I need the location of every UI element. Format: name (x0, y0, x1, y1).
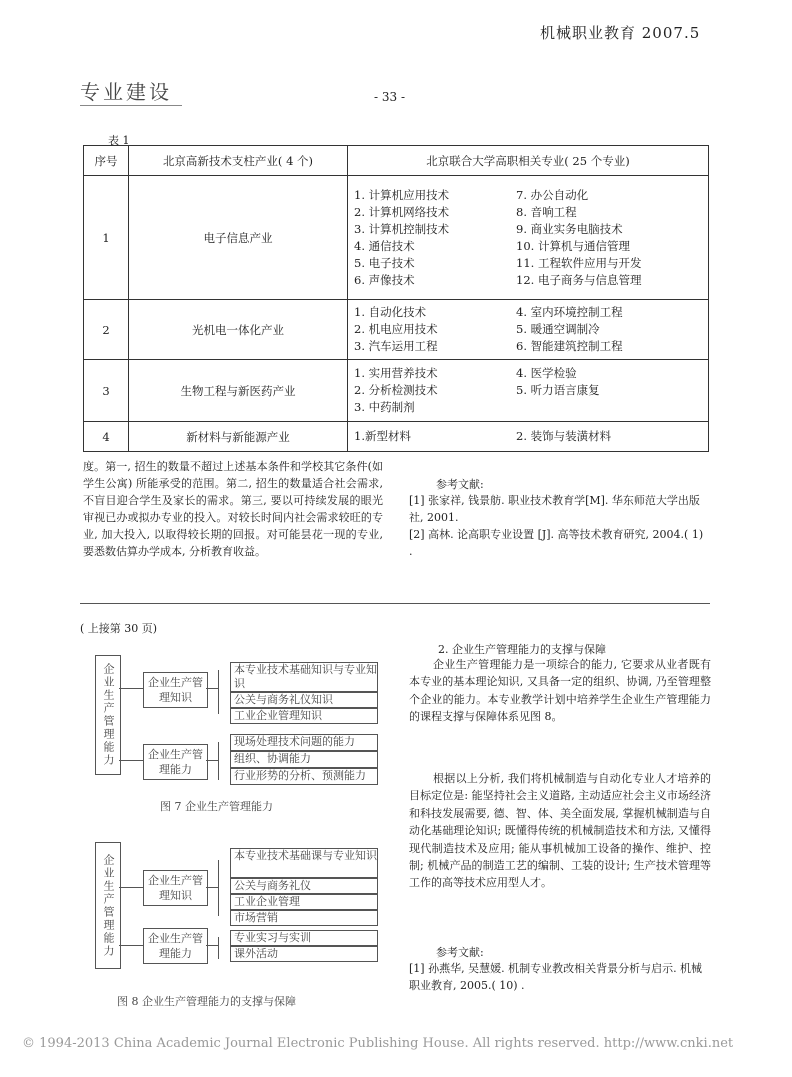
row-number: 4 (84, 422, 129, 452)
specialty-item: 10. 计算机与通信管理 (516, 238, 630, 253)
fig7-knowledge-item: 工业企业管理知识 (230, 708, 378, 724)
specialty-item: 1.新型材料 (354, 429, 411, 443)
fig8-knowledge-box (143, 870, 208, 906)
specialty-item: 1. 实用营养技术 (354, 366, 438, 380)
connector-line (206, 760, 218, 761)
fig8-ability-item: 专业实习与实训 (230, 930, 378, 946)
specialty-item: 11. 工程软件应用与开发 (516, 255, 642, 270)
row-number: 3 (84, 360, 129, 422)
connector-line (218, 937, 219, 959)
fig7-ability-item: 行业形势的分析、预测能力 (230, 768, 378, 785)
specialty-item: 4. 医学检验 (516, 366, 577, 380)
references-list (409, 492, 709, 560)
table-row (84, 360, 709, 422)
industry-cell: 新材料与新能源产业 (129, 422, 348, 452)
row-number: 2 (84, 300, 129, 360)
divider (80, 603, 710, 604)
fig8-ability-item: 课外活动 (230, 946, 378, 962)
paragraph-text: 企业生产管理能力是一项综合的能力, 它要求从业者既有本专业的基本理论知识, 又具备一定的组织、协调, 乃至管理整个企业的能力。本专业教学计划中培养学生企业生产管理能力的课程支撑与保障体系见图 8。 (409, 658, 711, 724)
table-row (84, 422, 709, 452)
connector-line (206, 688, 218, 689)
specialty-item: 1. 自动化技术 (354, 305, 427, 319)
specialty-item: 2. 计算机网络技术 (354, 204, 450, 219)
fig8-knowledge-label: 企业生产管理知识 (148, 874, 203, 902)
specialty-item: 6. 声像技术 (354, 272, 415, 287)
fig7-knowledge-box (143, 672, 208, 708)
body-paragraph: 度。第一, 招生的数量不超过上述基本条件和学校其它条件(如学生公寓) 所能承受的范围。第二, 招生的数量适合社会需求, 不盲目迎合学生及家长的需求。第三, 要以可持续发展的眼光审视已办或拟办专业的投入。对较长时间内社会需求较旺的专业, 加大投入, 以取得较长期的回报。对可能昙花一现的专业, 要悉数估算办学成本, 分析教育收益。 (83, 460, 383, 558)
specialty-item: 2. 分析检测技术 (354, 383, 438, 397)
header-cell: 序号 (84, 146, 129, 176)
connector-line (119, 945, 143, 946)
continued-note: ( 上接第 30 页) (80, 622, 158, 635)
specialty-cell (348, 422, 709, 452)
fig7-knowledge-item: 公关与商务礼仪知识 (230, 692, 378, 708)
specialty-item: 1. 计算机应用技术 (354, 187, 450, 202)
table-row (84, 300, 709, 360)
industry-cell: 生物工程与新医药产业 (129, 360, 348, 422)
industry-cell: 电子信息产业 (129, 176, 348, 300)
fig7-ability-item: 现场处理技术问题的能力 (230, 734, 378, 751)
fig7-root-box: 企业生产管理能力 (95, 655, 121, 775)
fig8-knowledge-item: 本专业技术基础课与专业知识 (230, 848, 378, 878)
connector-line (206, 887, 218, 888)
specialty-item: 3. 汽车运用工程 (354, 339, 438, 353)
table-header-row (84, 146, 709, 176)
page-number: - 33 - (374, 90, 406, 104)
specialty-item: 4. 通信技术 (354, 238, 415, 253)
body-paragraph (409, 770, 711, 892)
fig8-knowledge-item: 公关与商务礼仪 (230, 878, 378, 894)
connector-line (218, 742, 219, 780)
reference-item: [2] 高林. 论高职专业设置 [J]. 高等技术教育研究, 2004.( 1) . (409, 528, 704, 558)
fig7-ability-box (143, 744, 208, 780)
fig7-knowledge-label: 企业生产管理知识 (148, 676, 203, 704)
specialty-item: 5. 听力语言康复 (516, 383, 600, 397)
fig8-ability-box (143, 928, 208, 964)
reference-item: [1] 张家祥, 钱景舫. 职业技术教育学[M]. 华东师范大学出版社, 2001. (409, 494, 700, 524)
fig8-knowledge-item: 市场营销 (230, 910, 378, 926)
fig8-root-box: 企业生产管理能力 (95, 842, 121, 969)
specialty-item: 12. 电子商务与信息管理 (516, 272, 642, 287)
specialty-item: 2. 装饰与装潢材料 (516, 429, 612, 443)
fig8-caption: 图 8 企业生产管理能力的支撑与保障 (117, 995, 296, 1008)
specialty-cell (348, 300, 709, 360)
specialty-item: 5. 暖通空调制冷 (516, 322, 600, 336)
fig7-caption: 图 7 企业生产管理能力 (160, 800, 273, 813)
fig7-knowledge-item: 本专业技术基础知识与专业知识 (230, 662, 378, 692)
specialty-item: 9. 商业实务电脑技术 (516, 221, 623, 236)
specialty-cell (348, 360, 709, 422)
header-cell: 北京联合大学高职相关专业( 25 个专业) (348, 146, 709, 176)
specialty-item: 4. 室内环境控制工程 (516, 305, 623, 319)
specialty-table (83, 145, 709, 452)
table-caption: 表 1 (108, 134, 130, 147)
connector-line (119, 760, 143, 761)
references-list (409, 960, 711, 994)
connector-line (218, 860, 219, 916)
fig7-ability-label: 企业生产管理能力 (148, 748, 203, 776)
industry-cell: 光机电一体化产业 (129, 300, 348, 360)
connector-line (206, 945, 218, 946)
specialty-item: 6. 智能建筑控制工程 (516, 339, 623, 353)
specialty-item: 3. 计算机控制技术 (354, 221, 450, 236)
body-paragraph (409, 656, 711, 726)
connector-line (218, 670, 219, 714)
journal-title: 机械职业教育 2007.5 (540, 24, 701, 42)
specialty-item: 7. 办公自动化 (516, 187, 589, 202)
specialty-item: 5. 电子技术 (354, 255, 415, 270)
specialty-item: 8. 音响工程 (516, 204, 577, 219)
specialty-item: 2. 机电应用技术 (354, 322, 438, 336)
table-row (84, 176, 709, 300)
fig8-knowledge-item: 工业企业管理 (230, 894, 378, 910)
reference-item: [1] 孙燕华, 吴慧媛. 机制专业教改相关背景分析与启示. 机械职业教育, 2005.( 10) . (409, 962, 703, 992)
references-title: 参考文献: (436, 946, 484, 959)
references-title: 参考文献: (436, 478, 484, 491)
section-heading: 2. 企业生产管理能力的支撑与保障 (438, 643, 606, 656)
copyright-footer: © 1994-2013 China Academic Journal Electronic Publishing House. All rights reserved. http://www.cnki.net (22, 1036, 734, 1051)
row-number: 1 (84, 176, 129, 300)
fig8-ability-label: 企业生产管理能力 (148, 932, 203, 960)
header-cell: 北京高新技术支柱产业( 4 个) (129, 146, 348, 176)
connector-line (119, 887, 143, 888)
specialty-cell (348, 176, 709, 300)
fig7-ability-item: 组织、协调能力 (230, 751, 378, 768)
specialty-item: 3. 中药制剂 (354, 400, 415, 414)
connector-line (119, 688, 143, 689)
section-title: 专业建设 (80, 76, 182, 106)
paragraph-text: 根据以上分析, 我们将机械制造与自动化专业人才培养的目标定位是: 能坚持社会主义道路, 主动适应社会主义市场经济和科技发展需要, 德、智、体、美全面发展, 掌握机械制造与自动化基础理论知识; 既懂得传统的机械制造技术和方法, 又懂得现代制造技术及应用; 能从事机械加工设备的操作、维护、控制; 机械产品的制造工艺的编制、工装的设计; 生产技术管理等工作的高等技术应用型人才。 (409, 772, 711, 890)
